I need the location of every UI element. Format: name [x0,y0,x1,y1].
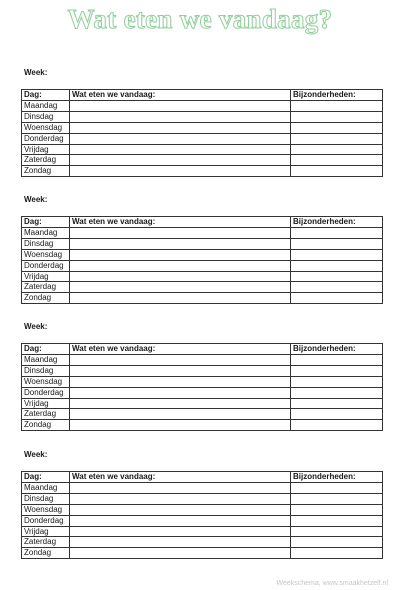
day-cell: Woensdag [22,376,70,387]
meal-cell[interactable] [70,398,291,409]
notes-cell[interactable] [291,271,383,282]
week-table [21,89,383,177]
meal-cell[interactable] [70,526,291,537]
header-notes: Bijzonderheden: [291,344,383,355]
day-cell: Maandag [22,100,70,111]
day-cell: Donderdag [22,387,70,398]
table-row [22,271,383,282]
day-cell: Woensdag [22,249,70,260]
notes-cell[interactable] [291,515,383,526]
week-block-4 [21,449,383,559]
header-notes: Bijzonderheden: [291,217,383,228]
day-cell: Woensdag [22,504,70,515]
day-cell: Dinsdag [22,238,70,249]
day-cell: Zondag [22,548,70,559]
meal-cell[interactable] [70,504,291,515]
notes-cell[interactable] [291,227,383,238]
table-row [22,409,383,420]
notes-cell[interactable] [291,100,383,111]
notes-cell[interactable] [291,166,383,177]
notes-cell[interactable] [291,376,383,387]
notes-cell[interactable] [291,365,383,376]
header-meal: Wat eten we vandaag: [70,90,291,101]
notes-cell[interactable] [291,249,383,260]
meal-cell[interactable] [70,515,291,526]
table-row [22,493,383,504]
day-cell: Vrijdag [22,271,70,282]
table-row [22,133,383,144]
day-cell: Zondag [22,293,70,304]
meal-cell[interactable] [70,260,291,271]
table-row [22,155,383,166]
notes-cell[interactable] [291,111,383,122]
meal-cell[interactable] [70,282,291,293]
notes-cell[interactable] [291,504,383,515]
meal-cell[interactable] [70,166,291,177]
day-cell: Donderdag [22,260,70,271]
header-day: Dag: [22,344,70,355]
table-row [22,515,383,526]
header-notes: Bijzonderheden: [291,472,383,483]
notes-cell[interactable] [291,548,383,559]
table-row [22,227,383,238]
week-label: Week: [24,68,48,77]
meal-cell[interactable] [70,354,291,365]
meal-cell[interactable] [70,537,291,548]
notes-cell[interactable] [291,354,383,365]
table-row [22,354,383,365]
meal-cell[interactable] [70,376,291,387]
header-meal: Wat eten we vandaag: [70,472,291,483]
notes-cell[interactable] [291,155,383,166]
day-cell: Dinsdag [22,493,70,504]
footer-credit: Weekschema, www.smaakhetzelf.nl [276,580,388,587]
day-cell: Donderdag [22,133,70,144]
header-meal: Wat eten we vandaag: [70,217,291,228]
notes-cell[interactable] [291,482,383,493]
day-cell: Vrijdag [22,144,70,155]
meal-cell[interactable] [70,100,291,111]
notes-cell[interactable] [291,537,383,548]
header-day: Dag: [22,472,70,483]
header-day: Dag: [22,217,70,228]
notes-cell[interactable] [291,398,383,409]
table-row [22,387,383,398]
table-header-row [22,217,383,228]
table-header-row [22,344,383,355]
day-cell: Maandag [22,354,70,365]
day-cell: Zondag [22,420,70,431]
table-row [22,548,383,559]
table-row [22,238,383,249]
notes-cell[interactable] [291,133,383,144]
table-row [22,365,383,376]
table-row [22,260,383,271]
table-row [22,100,383,111]
day-cell: Maandag [22,227,70,238]
day-cell: Dinsdag [22,111,70,122]
meal-cell[interactable] [70,482,291,493]
meal-cell[interactable] [70,548,291,559]
meal-cell[interactable] [70,133,291,144]
notes-cell[interactable] [291,409,383,420]
meal-cell[interactable] [70,271,291,282]
table-row [22,249,383,260]
week-label: Week: [24,195,48,204]
meal-cell[interactable] [70,387,291,398]
table-row [22,526,383,537]
table-row [22,537,383,548]
table-header-row [22,90,383,101]
week-label: Week: [24,450,48,459]
table-row [22,282,383,293]
meal-cell[interactable] [70,409,291,420]
table-row [22,482,383,493]
table-row [22,376,383,387]
table-row [22,166,383,177]
week-block-1 [21,67,383,177]
week-table [21,471,383,559]
day-cell: Zaterdag [22,537,70,548]
week-table [21,343,383,431]
meal-cell[interactable] [70,155,291,166]
meal-cell[interactable] [70,122,291,133]
meal-cell[interactable] [70,493,291,504]
meal-cell[interactable] [70,249,291,260]
table-row [22,420,383,431]
meal-cell[interactable] [70,365,291,376]
day-cell: Zondag [22,166,70,177]
day-cell: Zaterdag [22,155,70,166]
day-cell: Maandag [22,482,70,493]
day-cell: Zaterdag [22,409,70,420]
table-row [22,398,383,409]
header-day: Dag: [22,90,70,101]
notes-cell[interactable] [291,144,383,155]
notes-cell[interactable] [291,420,383,431]
header-meal: Wat eten we vandaag: [70,344,291,355]
table-row [22,504,383,515]
day-cell: Donderdag [22,515,70,526]
notes-cell[interactable] [291,238,383,249]
meal-cell[interactable] [70,238,291,249]
week-block-2 [21,194,383,304]
table-row [22,122,383,133]
meal-cell[interactable] [70,111,291,122]
day-cell: Woensdag [22,122,70,133]
notes-cell[interactable] [291,526,383,537]
notes-cell[interactable] [291,293,383,304]
week-table [21,216,383,304]
notes-cell[interactable] [291,387,383,398]
table-row [22,293,383,304]
table-row [22,111,383,122]
day-cell: Dinsdag [22,365,70,376]
notes-cell[interactable] [291,493,383,504]
table-row [22,144,383,155]
page-title: Wat eten we vandaag? [67,4,333,34]
header-notes: Bijzonderheden: [291,90,383,101]
day-cell: Zaterdag [22,282,70,293]
table-header-row [22,472,383,483]
week-block-3 [21,321,383,431]
notes-cell[interactable] [291,260,383,271]
week-label: Week: [24,322,48,331]
meal-cell[interactable] [70,144,291,155]
meal-cell[interactable] [70,227,291,238]
day-cell: Vrijdag [22,526,70,537]
notes-cell[interactable] [291,122,383,133]
meal-cell[interactable] [70,420,291,431]
notes-cell[interactable] [291,282,383,293]
day-cell: Vrijdag [22,398,70,409]
meal-cell[interactable] [70,293,291,304]
